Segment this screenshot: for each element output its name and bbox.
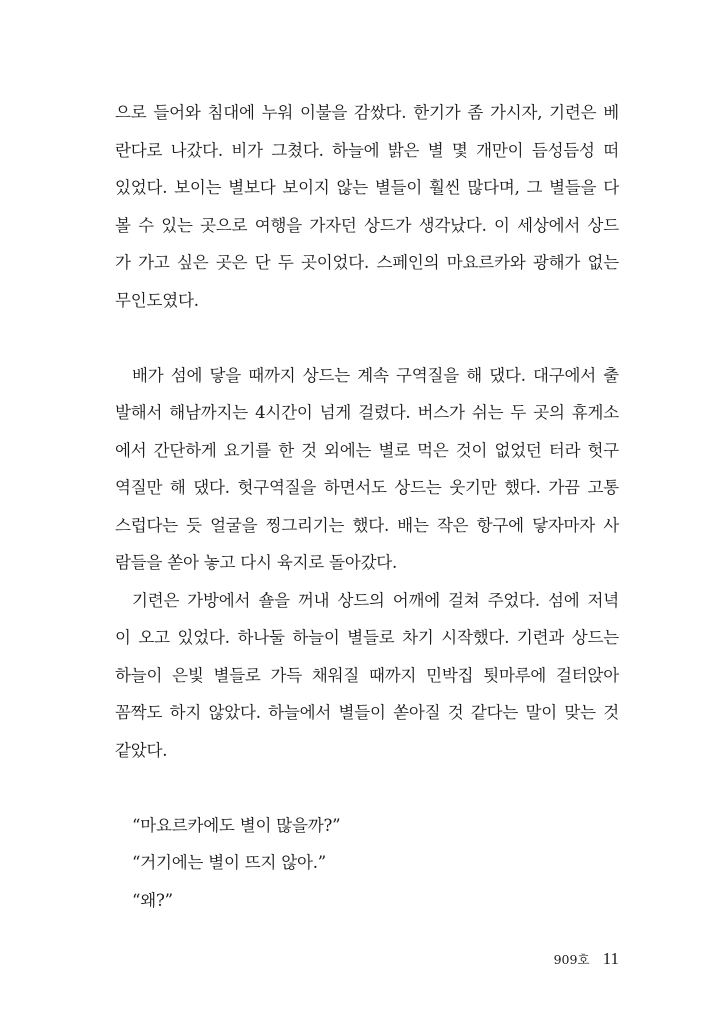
dialogue-block bbox=[115, 807, 619, 920]
text-line: 있었다. 보이는 별보다 보이지 않는 별들이 훨씬 많다며, 그 별들을 다 bbox=[115, 178, 619, 197]
paragraph-2 bbox=[115, 357, 619, 582]
text-line: 기련은 가방에서 숄을 꺼내 상드의 어깨에 걸쳐 주었다. 섬에 저녁 bbox=[132, 590, 619, 610]
text-line: 역질만 해 댔다. 헛구역질을 하면서도 상드는 웃기만 했다. 가끔 고통 bbox=[115, 478, 619, 497]
text-line: 무인도였다. bbox=[115, 290, 199, 310]
text-line: 이 오고 있었다. 하나둘 하늘이 별들로 차기 시작했다. 기련과 상드는 bbox=[115, 628, 619, 647]
dialogue-line: “마요르카에도 별이 많을까?” bbox=[132, 815, 341, 835]
body-text bbox=[115, 94, 619, 919]
paragraph-gap bbox=[115, 319, 619, 357]
text-line: 같았다. bbox=[115, 740, 168, 760]
text-line: 꼼짝도 하지 않았다. 하늘에서 별들이 쏟아질 것 같다는 말이 맞는 것 bbox=[115, 703, 619, 722]
text-line: 배가 섬에 닿을 때까지 상드는 계속 구역질을 해 댔다. 대구에서 출 bbox=[132, 365, 619, 385]
text-line: 볼 수 있는 곳으로 여행을 가자던 상드가 생각났다. 이 세상에서 상드 bbox=[115, 215, 619, 235]
text-line: 람들을 쏟아 놓고 다시 육지로 돌아갔다. bbox=[115, 553, 398, 572]
text-line: 란다로 나갔다. 비가 그쳤다. 하늘에 밝은 별 몇 개만이 듬성듬성 떠 bbox=[115, 140, 619, 160]
dialogue-line: “거기에는 별이 뜨지 않아.” bbox=[132, 853, 327, 872]
paragraph-1 bbox=[115, 94, 619, 319]
dialogue-line: “왜?” bbox=[132, 890, 173, 910]
paragraph-gap bbox=[115, 769, 619, 807]
page-number: 11 bbox=[602, 949, 619, 968]
text-line: 으로 들어와 침대에 누워 이불을 감쌌다. 한기가 좀 가시자, 기련은 베 bbox=[115, 103, 619, 122]
text-line: 하늘이 은빛 별들로 가득 채워질 때까지 민박집 툇마루에 걸터앉아 bbox=[115, 665, 619, 685]
paragraph-3 bbox=[115, 582, 619, 770]
text-line: 에서 간단하게 요기를 한 것 외에는 별로 먹은 것이 없었던 터라 헛구 bbox=[115, 440, 619, 460]
text-line: 스럽다는 듯 얼굴을 찡그리기는 했다. 배는 작은 항구에 닿자마자 사 bbox=[115, 515, 619, 535]
text-line: 가 가고 싶은 곳은 단 두 곳이었다. 스페인의 마요르카와 광해가 없는 bbox=[115, 253, 619, 272]
text-line: 발해서 해남까지는 4시간이 넘게 걸렸다. 버스가 쉬는 두 곳의 휴게소 bbox=[115, 403, 619, 422]
page-footer bbox=[554, 948, 619, 970]
running-head: 909호 bbox=[553, 952, 590, 967]
